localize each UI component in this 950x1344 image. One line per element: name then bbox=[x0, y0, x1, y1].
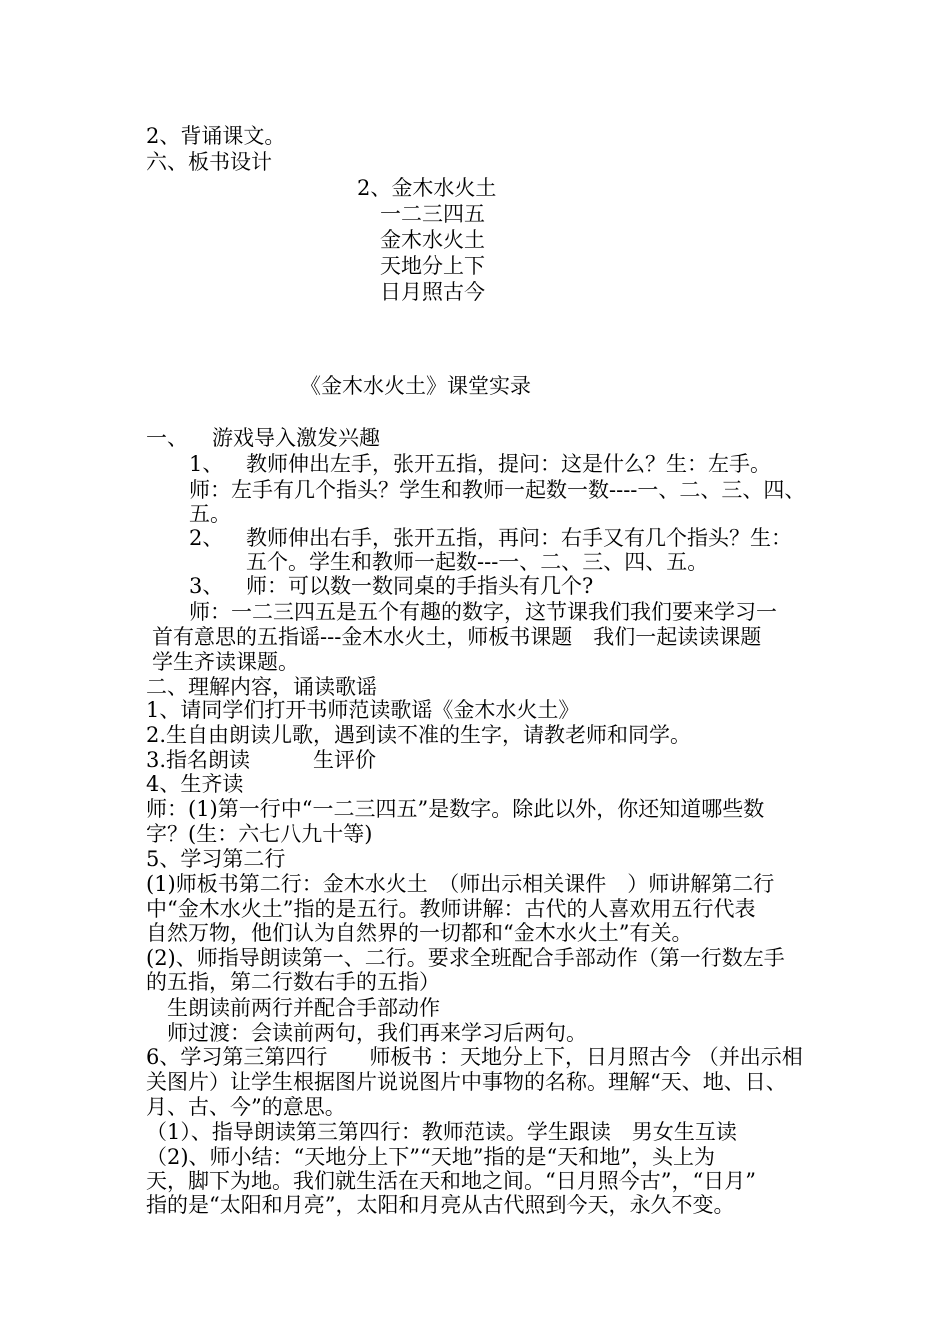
homework-line: 2、背诵课文。 bbox=[146, 124, 286, 148]
step6-line4: （2)、师小结：“天地分上下”“天地”指的是“天和地”，头上为 bbox=[146, 1145, 715, 1169]
step6-line3: （1）、指导朗读第三第四行：教师范读。学生跟读 男女生互读 bbox=[146, 1120, 737, 1144]
step5-line7: 师过渡：会读前两句，我们再来学习后两句。 bbox=[167, 1021, 587, 1045]
board-line-2: 金木水火土 bbox=[380, 228, 485, 252]
step5-line2: 中“金木水火土”指的是五行。教师讲解：古代的人喜欢用五行代表 bbox=[146, 897, 756, 921]
step6: 6、学习第三第四行 师板书 ：天地分上下，日月照古今 （并出示相 bbox=[146, 1045, 803, 1069]
item3-line1: 师：可以数一数同桌的手指头有几个? bbox=[246, 574, 594, 598]
step4: 4、生齐读 bbox=[146, 772, 244, 796]
item1-number: 1、 bbox=[189, 452, 224, 476]
section1-title: 游戏导入激发兴趣 bbox=[212, 426, 380, 450]
step3: 3.指名朗读 生评价 bbox=[146, 748, 377, 772]
board-title: 2、金木水火土 bbox=[357, 176, 497, 200]
item1-line3: 五。 bbox=[189, 502, 231, 526]
step5-line6: 生朗读前两行并配合手部动作 bbox=[167, 996, 440, 1020]
item1-line1: 教师伸出左手，张开五指，提问：这是什么？生：左手。 bbox=[246, 452, 771, 476]
teacher-intro-line3: 学生齐读课题。 bbox=[152, 650, 299, 674]
section2-title: 二、理解内容，诵读歌谣 bbox=[146, 675, 377, 699]
section1-number: 一、 bbox=[146, 426, 188, 450]
teacher-intro-line2: 首有意思的五指谣---金木水火土，师板书课题 我们一起读读课题 bbox=[152, 625, 762, 649]
step5-line5: 的五指，第二行数右手的五指） bbox=[146, 970, 440, 994]
item3-number: 3、 bbox=[189, 574, 224, 598]
step2: 2.生自由朗读儿歌，遇到读不准的生字，请教老师和同学。 bbox=[146, 723, 692, 747]
teacher-intro-line1: 师：一二三四五是五个有趣的数字，这节课我们我们要来学习一 bbox=[189, 600, 777, 624]
board-line-3: 天地分上下 bbox=[380, 254, 485, 278]
board-line-1: 一二三四五 bbox=[380, 202, 485, 226]
step5-line1: (1)师板书第二行：金木水火土 （师出示相关课件 ）师讲解第二行 bbox=[146, 872, 775, 896]
section-heading-board-design: 六、板书设计 bbox=[146, 150, 272, 174]
step6-line6: 指的是“太阳和月亮”，太阳和月亮从古代照到今天，永久不变。 bbox=[146, 1193, 735, 1217]
step4-line2: 字？(生：六七八九十等) bbox=[146, 822, 373, 846]
step4-line1: 师：(1)第一行中“一二三四五”是数字。除此以外，你还知道哪些数 bbox=[146, 797, 765, 821]
board-line-4: 日月照古今 bbox=[380, 280, 485, 304]
item1-line2: 师：左手有几个指头？学生和教师一起数一数----一、二、三、四、 bbox=[189, 478, 806, 502]
item2-line2: 五个。学生和教师一起数---一、二、三、四、五。 bbox=[246, 550, 709, 574]
step6-line5: 天，脚下为地。我们就生活在天和地之间。“日月照今古”，“日月” bbox=[146, 1169, 756, 1193]
record-title: 《金木水火土》课堂实录 bbox=[300, 374, 531, 398]
step6-line2: 月、古、今”的意思。 bbox=[146, 1095, 346, 1119]
step5: 5、学习第二行 bbox=[146, 847, 286, 871]
step5-line4: (2)、师指导朗读第一、二行。要求全班配合手部动作（第一行数左手 bbox=[146, 946, 785, 970]
item2-line1: 教师伸出右手，张开五指，再问：右手又有几个指头？生： bbox=[246, 526, 792, 550]
step5-line3: 自然万物，他们认为自然界的一切都和“金木水火土”有关。 bbox=[146, 921, 693, 945]
step6-line1: 关图片）让学生根据图片说说图片中事物的名称。理解“天、地、日、 bbox=[146, 1070, 787, 1094]
item2-number: 2、 bbox=[189, 526, 224, 550]
step1: 1、请同学们打开书师范读歌谣《金木水火土》 bbox=[146, 698, 580, 722]
